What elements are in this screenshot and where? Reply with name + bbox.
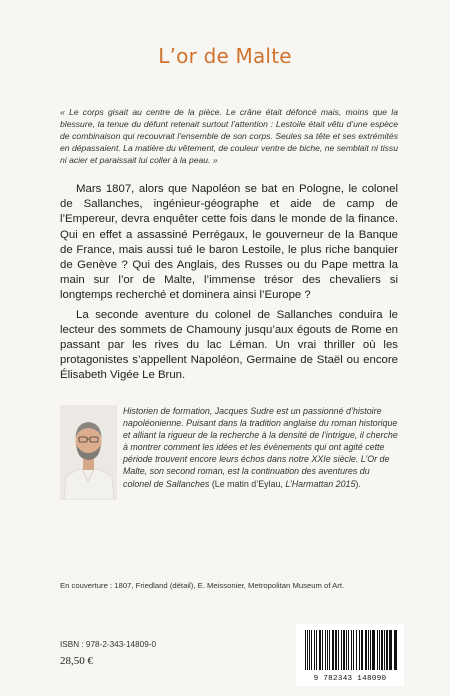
barcode-bar — [309, 630, 310, 670]
barcode-bar — [327, 630, 328, 670]
barcode-bar — [307, 630, 308, 670]
barcode-bar — [332, 630, 334, 670]
barcode-bar — [348, 630, 349, 670]
barcode-bar — [319, 630, 321, 670]
price: 28,50 € — [60, 655, 93, 667]
synopsis-paragraph-1: Mars 1807, alors que Napoléon se bat en Pologne, le colonel de Sallanches, ingénieur-géographe et aide de camp de l’Empereur, devra enquêter cette fois dans le monde de la finance. Qui en effet a assassiné Perrégaux, le gouverneur de la Banque de France, mais aussi tué le baron Lestoile, le plus riche banquier de Genève ? Qui des Anglais, des Russes ou du Pape mettra la main sur l’or de Malte, l’immense trésor des chevaliers si longtemps recherché et dominera ainsi l’Europe ? — [60, 183, 398, 302]
barcode-bar — [379, 630, 380, 670]
barcode-bar — [346, 630, 347, 670]
isbn: ISBN : 978-2-343-14809-0 — [60, 640, 157, 649]
barcode-bar — [322, 630, 323, 670]
barcode-bar — [372, 630, 375, 670]
barcode-bar — [351, 630, 352, 670]
barcode-bar — [311, 630, 312, 670]
barcode-bar — [341, 630, 342, 670]
barcode-number: 9 782343 148090 — [313, 675, 387, 683]
barcode-bar — [394, 630, 397, 670]
synopsis-paragraph-2: La seconde aventure du colonel de Sallanches conduira le lecteur des sommets de Chamouny jusqu’aux égouts de Rome en passant par les rives du lac Léman. Un vrai thriller où les protagonistes s’appellent Napoléon, Germaine de Staël ou encore Élisabeth Vigée Le Brun. — [60, 308, 398, 382]
author-photo — [60, 405, 117, 500]
author-bio-text: Historien de formation, Jacques Sudre est un passionné d’histoire napoléonienne. Puisant dans la tradition anglaise du roman historique et alliant la rigueur de la recherche à la densité de l’intrigue, il cherche à montrer comment les idées et les évènements qui ont agité cette période trouvent encore leurs échos dans notre XXIe siècle. L’Or de Malte, son second roman, est la continuation des aventures du colonel de Sallanches — [123, 406, 398, 489]
barcode-bar — [356, 630, 357, 670]
cover-credit: En couverture : 1807, Friedland (détail), E. Meissonier, Metropolitan Museum of Art. — [60, 581, 345, 590]
barcode-bar — [370, 630, 371, 670]
barcode-bar — [389, 630, 392, 670]
barcode-bar — [329, 630, 330, 670]
author-bio — [123, 405, 399, 490]
author-bio-publisher: L’Harmattan 2015 — [285, 478, 356, 489]
barcode-bar — [359, 630, 360, 670]
book-title: L’or de Malte — [158, 44, 292, 68]
barcode-bar — [316, 630, 317, 670]
barcode-bar — [377, 630, 378, 670]
author-bio-ref-close: ). — [355, 478, 361, 489]
excerpt-quote: « Le corps gisait au centre de la pièce. Le crâne était défoncé mais, moins que la blessure, la tenue du défunt retenait surtout l’attention : Lestoile était vêtu d’une espèce de combinaison qui recouvrait l’ensemble de son corps. Seules sa tête et ses extrémités en dépassaient. La matière du vêtement, de couleur ventre de biche, ne semblait ni tissu ni acier et paraissait lui coller à la peau. » — [60, 107, 398, 166]
barcode-bar — [353, 630, 354, 670]
barcode-bar — [314, 630, 315, 670]
barcode-bars — [296, 624, 404, 674]
barcode-bar — [381, 630, 383, 670]
author-bio-ref-open: (Le matin d’Eylau, — [209, 478, 286, 489]
barcode-bar — [343, 630, 345, 670]
barcode-bar — [368, 630, 369, 670]
barcode-bar — [325, 630, 326, 670]
barcode-bar — [335, 630, 337, 670]
synopsis — [60, 182, 398, 388]
barcode-bar — [305, 630, 306, 670]
barcode-bar — [361, 630, 363, 670]
barcode-bar — [386, 630, 388, 670]
barcode-bar — [338, 630, 339, 670]
barcode-bar — [365, 630, 367, 670]
barcode-bar — [384, 630, 385, 670]
